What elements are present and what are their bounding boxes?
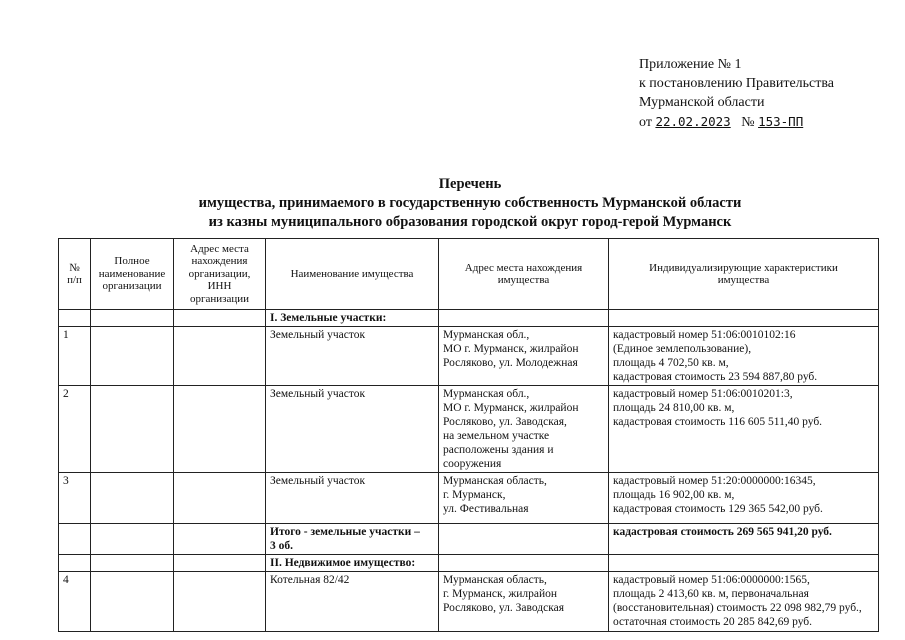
property-address — [439, 327, 609, 386]
characteristic-line: остаточная стоимость 20 285 842,69 руб. — [613, 616, 813, 628]
address-line: Росляково, ул. Молодежная — [443, 357, 578, 369]
empty-cell — [91, 310, 174, 327]
empty-cell — [91, 473, 174, 524]
property-characteristics — [609, 327, 879, 386]
annex-line-1: Приложение № 1 — [639, 57, 742, 72]
address-line: на земельном участке — [443, 430, 550, 442]
property-name: Котельная 82/42 — [266, 572, 439, 632]
header-organization-address — [174, 239, 266, 310]
header-property-address — [439, 239, 609, 310]
address-line: Мурманская обл., — [443, 388, 530, 400]
total-label — [266, 524, 439, 555]
property-address — [439, 572, 609, 632]
section-title-real-estate: II. Недвижимое имущество: — [266, 555, 439, 572]
characteristic-line: площадь 16 902,00 кв. м, — [613, 489, 735, 501]
empty-cell — [59, 555, 91, 572]
characteristic-line: площадь 4 702,50 кв. м, — [613, 357, 729, 369]
header-prop-addr-line: имущества — [497, 274, 550, 286]
total-label-line: 3 об. — [270, 540, 293, 552]
property-name: Земельный участок — [266, 473, 439, 524]
annex-number: 153-ПП — [758, 114, 804, 129]
address-line: Мурманская область, — [443, 475, 547, 487]
empty-cell — [174, 310, 266, 327]
property-characteristics — [609, 572, 879, 632]
property-table — [58, 238, 879, 632]
section-row — [59, 310, 879, 327]
total-value: кадастровая стоимость 269 565 941,20 руб. — [609, 524, 879, 555]
annex-date-prefix: от — [639, 115, 652, 130]
empty-cell — [91, 524, 174, 555]
table-row — [59, 572, 879, 632]
header-org-addr-line: Адрес места — [190, 242, 249, 255]
characteristic-line: кадастровый номер 51:06:0010201:3, — [613, 388, 793, 400]
characteristic-line: кадастровая стоимость 23 594 887,80 руб. — [613, 371, 818, 383]
header-organization — [91, 239, 174, 310]
header-num-line: п/п — [67, 274, 82, 286]
header-characteristics — [609, 239, 879, 310]
annex-date-line — [639, 112, 834, 132]
address-line: г. Мурманск, жилрайон — [443, 588, 558, 600]
empty-cell — [174, 524, 266, 555]
title-line-2: имущества, принимаемого в государственную собственность Мурманской области — [198, 195, 742, 211]
empty-cell — [174, 386, 266, 473]
row-number: 3 — [59, 473, 91, 524]
address-line: Мурманская область, — [443, 574, 547, 586]
header-prop-line: Наименование имущества — [290, 267, 414, 280]
row-number: 1 — [59, 327, 91, 386]
row-number: 4 — [59, 572, 91, 632]
section-title-land: I. Земельные участки: — [266, 310, 439, 327]
header-org-addr-line: ИНН — [207, 280, 232, 293]
characteristic-line: кадастровый номер 51:20:0000000:16345, — [613, 475, 816, 487]
annex-date: 22.02.2023 — [655, 114, 731, 129]
empty-cell — [91, 327, 174, 386]
total-label-line: Итого - земельные участки – — [270, 526, 420, 538]
title-line-3: из казны муниципального образования городской округ город-герой Мурманск — [208, 214, 732, 230]
row-number: 2 — [59, 386, 91, 473]
empty-cell — [59, 524, 91, 555]
empty-cell — [59, 310, 91, 327]
address-line: ул. Фестивальная — [443, 503, 529, 515]
characteristic-line: (восстановительная) стоимость 22 098 982,79 руб., — [613, 602, 862, 614]
table-row — [59, 473, 879, 524]
characteristic-line: площадь 2 413,60 кв. м, первоначальная — [613, 588, 809, 600]
total-row — [59, 524, 879, 555]
section-row — [59, 555, 879, 572]
address-line: МО г. Мурманск, жилрайон — [443, 402, 579, 414]
annex-line-3: Мурманской области — [639, 95, 765, 110]
header-org-addr-line: организации, — [188, 267, 251, 280]
address-line: Мурманская обл., — [443, 329, 530, 341]
empty-cell — [91, 572, 174, 632]
empty-cell — [91, 555, 174, 572]
property-address — [439, 473, 609, 524]
title-line-1: Перечень — [438, 176, 502, 192]
table-header-row — [59, 239, 879, 310]
empty-cell — [174, 473, 266, 524]
annex-number-sign: № — [741, 115, 755, 130]
address-line: Росляково, ул. Заводская — [443, 602, 565, 614]
empty-cell — [439, 310, 609, 327]
property-characteristics — [609, 386, 879, 473]
empty-cell — [174, 555, 266, 572]
header-org-addr-line: нахождения — [191, 255, 248, 268]
address-line: расположены здания и — [443, 444, 554, 456]
empty-cell — [174, 327, 266, 386]
characteristic-line: кадастровый номер 51:06:0010102:16 — [613, 329, 796, 341]
table-row — [59, 386, 879, 473]
empty-cell — [91, 386, 174, 473]
characteristic-line: кадастровая стоимость 129 365 542,00 руб. — [613, 503, 823, 515]
property-characteristics — [609, 473, 879, 524]
characteristic-line: кадастровая стоимость 116 605 511,40 руб. — [613, 416, 823, 428]
header-chars-line: имущества — [717, 274, 770, 286]
empty-cell — [174, 572, 266, 632]
address-line: г. Мурманск, — [443, 489, 506, 501]
characteristic-line: (Единое землепользование), — [613, 343, 752, 355]
table-row — [59, 327, 879, 386]
address-line: сооружения — [443, 458, 502, 470]
header-chars-line: Индивидуализирующие характеристики — [649, 261, 838, 274]
header-org-line: наименование — [98, 267, 166, 280]
header-num — [59, 239, 91, 310]
header-property-name — [266, 239, 439, 310]
property-address — [439, 386, 609, 473]
annex-block — [639, 55, 834, 132]
property-name: Земельный участок — [266, 327, 439, 386]
characteristic-line: кадастровый номер 51:06:0000000:1565, — [613, 574, 810, 586]
header-org-line: организации — [102, 280, 162, 293]
empty-cell — [609, 310, 879, 327]
empty-cell — [439, 555, 609, 572]
property-name: Земельный участок — [266, 386, 439, 473]
address-line: МО г. Мурманск, жилрайон — [443, 343, 579, 355]
header-org-line: Полное — [114, 255, 150, 268]
document-title — [60, 175, 880, 232]
annex-line-2: к постановлению Правительства — [639, 76, 835, 91]
header-prop-addr-line: Адрес места нахождения — [464, 261, 583, 274]
empty-cell — [439, 524, 609, 555]
characteristic-line: площадь 24 810,00 кв. м, — [613, 402, 735, 414]
address-line: Росляково, ул. Заводская, — [443, 416, 567, 428]
empty-cell — [609, 555, 879, 572]
header-num-line: № — [69, 261, 80, 274]
header-org-addr-line: организации — [189, 292, 250, 305]
